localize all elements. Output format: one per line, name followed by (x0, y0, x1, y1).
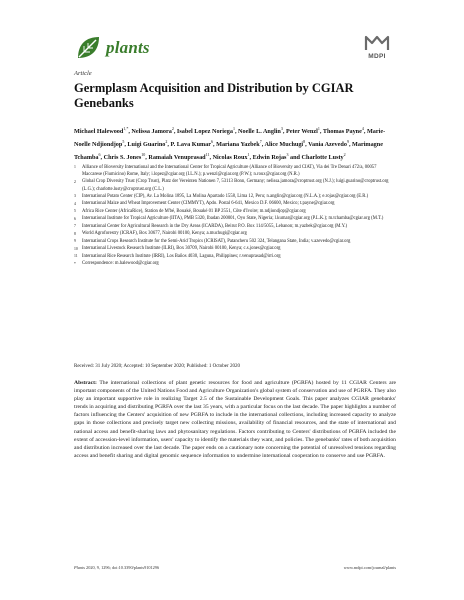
author-name[interactable]: Luigi Guarino$^2$ (127, 138, 168, 148)
author-affiliation-marker: 2 (171, 126, 174, 131)
journal-name: plants (106, 38, 150, 57)
author-list: Michael Halewood$^{1,*}$, Nelissa Jamora$^2$, Isabel Lopez Noriega$^1$, Noelle L. Anglin$^3$, Peter Wenzl$^1$, Thomas Payne$^4$, Marie-Noelle Ndjiondjop$^5$, Luigi Guarino$^2$, P. Lava Kumar$^6$, Mariana Yazbek$^7$, Alice Muchugi$^8$, Vania Azevedo$^9$, Marimagne Tchamba$^6$, Chris S. Jones$^{10}$, Ramaiah Venuprasad$^{11}$, Nicolas Roux$^1$, Edwin Rojas$^3$ and Charlotte Lusty$^2$ (74, 126, 386, 161)
author-name[interactable]: Michael Halewood$^{1,*}$ (74, 126, 129, 136)
affiliation-list (74, 164, 396, 268)
paper-title: Germplasm Acquisition and Distribution by CGIAR Genebanks (74, 81, 354, 110)
author-name[interactable]: Marie-Noelle Ndjiondjop$^5$ (74, 128, 386, 148)
footer-url[interactable]: www.mdpi.com/journal/plants (343, 565, 396, 570)
author-name[interactable]: Mariana Yazbek$^7$ (216, 138, 262, 148)
author-name[interactable]: Isabel Lopez Noriega$^1$ (176, 126, 235, 136)
publisher-logo[interactable] (364, 34, 390, 60)
affiliation-number: 11 (74, 254, 78, 259)
affiliation-text: International Institute for Tropical Agriculture (IITA), PMB 5320, Ibadan 200001, Oyo State, Nigeria; l.kumar@cgiar.org (P.L.K.); m.tchamba@cgiar.org (M.T.) (82, 216, 384, 222)
author-affiliation-marker: 11 (205, 151, 210, 157)
affiliation-item (74, 193, 396, 201)
author-affiliation-marker: 4 (361, 126, 364, 131)
author-name[interactable]: Edwin Rojas$^3$ (252, 151, 289, 161)
affiliation-text: International Crops Research Institute for the Semi-Arid Tropics (ICRISAT), Patancheru 502 324, Telangana State, India; v.azevedo@cgiar.org (82, 238, 351, 244)
affiliation-text: International Livestock Research Institute (ILRI), Box 30709, Nairobi 00100, Kenya; c.s.jones@cgiar.org (82, 246, 281, 252)
author-affiliation-marker: 6 (211, 138, 214, 144)
affiliation-item (74, 253, 396, 261)
mdpi-logo-icon (364, 34, 390, 52)
affiliation-text: Correspondence: m.halewood@cgiar.org (82, 261, 159, 267)
affiliation-number: * (74, 261, 76, 266)
author-name[interactable]: Ramaiah Venuprasad$^{11}$ (148, 151, 210, 161)
author-affiliation-marker: 1 (317, 126, 320, 131)
publication-dates: Received: 31 July 2020; Accepted: 10 September 2020; Published: 1 October 2020 (74, 364, 240, 369)
journal-header (74, 34, 390, 66)
publisher-name: MDPI (368, 53, 386, 60)
affiliation-item (74, 215, 396, 223)
affiliation-text: World Agroforestry (ICRAF), Box 30677, Nairobi 00100, Kenya; a.muchugi@cgiar.org (82, 231, 247, 237)
author-affiliation-marker: 2 (343, 151, 346, 157)
affiliation-number: 9 (74, 239, 76, 244)
affiliation-item (74, 200, 396, 208)
author-name[interactable]: Chris S. Jones$^{10}$ (103, 151, 146, 161)
affiliation-item (74, 208, 396, 216)
author-affiliation-marker: 7 (259, 138, 262, 144)
author-affiliation-marker: 10 (141, 151, 146, 157)
affiliation-item (74, 260, 396, 268)
affiliation-number: 1 (74, 165, 76, 170)
author-affiliation-marker: 8 (303, 138, 306, 144)
author-affiliation-marker: 5 (122, 138, 125, 144)
journal-logo[interactable] (74, 34, 390, 62)
author-name[interactable]: Peter Wenzl$^1$ (285, 126, 320, 136)
author-name[interactable]: Nelissa Jamora$^2$ (131, 126, 174, 136)
author-name[interactable]: Marimagne Tchamba$^6$ (74, 140, 383, 161)
affiliation-text: Global Crop Diversity Trust (Crop Trust), Platz der Vereinten Nationen 7, 53113 Bonn, Germany; nelissa.jamora@croptrust.org (N.J.); luigi.guarino@croptrust.org (L.G.); charlotte.lusty@croptrust.org (C.L.) (82, 179, 389, 192)
affiliation-number: 4 (74, 201, 76, 206)
affiliation-text: Alliance of Bioversity International and the International Center for Tropical Agriculture (Alliance of Bioversity and CIAT), Via dei Tre Denari 472/a, 00057 Maccarese (Fiumicino) Rome, Italy; i.lopez@cgiar.org (I.L.N.); p.wenzl@cgiar.org (P.W.); n.roux@cgiar.org (N.R.) (82, 165, 377, 178)
affiliation-item (74, 223, 396, 231)
affiliation-number: 2 (74, 179, 76, 184)
author-name[interactable]: Charlotte Lusty$^2$ (301, 151, 346, 161)
author-affiliation-marker: 3 (286, 151, 289, 157)
abstract-text: The international collections of plant genetic resources for food and agriculture (PGRFA) hosted by 11 CGIAR Centers are important components of the United Nations Food and Agriculture Organization's global system of conservation and use of PGRFA. They also play an important supportive role in realizing Target 2.5 of the Sustainable Development Goals. This paper analyzes CGIAR genebanks' trends in acquiring and distributing PGRFA over the last 35 years, with a particular focus on the last decade. The paper highlights a number of factors influencing the Centers' acquisition of new PGRFA to include in the international collections, including increased capacity to analyze gaps in those collections and precisely target new collecting missions, availability of financial resources, and the state of international and national access and benefit-sharing laws and phytosanitary regulations. Factors contributing to Centers' distributions of PGRFA included the extent of accession-level information, users' capacity to identify the materials they want, and policies. The genebanks' rates of both acquisition and distribution increased over the last decade. The paper ends on a cautionary note concerning the potential of unresolved tensions regarding access and benefit sharing and digital genomic sequence information to undermine international cooperation to conserve and use PGRFA. (74, 380, 396, 459)
affiliation-number: 8 (74, 231, 76, 236)
affiliation-number: 7 (74, 224, 76, 229)
affiliation-item (74, 230, 396, 238)
author-affiliation-marker: 6 (98, 151, 101, 157)
author-affiliation-marker: 2 (165, 138, 168, 144)
affiliation-text: International Potato Center (CIP), Av. La Molina 1895, La Molina Apartado 1558, Lima 12, Peru; n.anglin@cgiar.org (N.L.A.); e.rojas@cgiar.org (E.R.) (82, 193, 369, 199)
affiliation-number: 5 (74, 209, 76, 214)
affiliation-text: International Center for Agricultural Research in the Dry Areas (ICARDA), Beirut P.O. Box 114/5055, Lebanon; m.yazbek@cgiar.org (M.Y.) (82, 223, 348, 229)
footer-journal: Plants (74, 565, 85, 570)
affiliation-item (74, 178, 396, 192)
author-name[interactable]: Nicolas Roux$^1$ (212, 151, 250, 161)
author-affiliation-marker: 1 (232, 126, 235, 131)
affiliation-text: International Maize and Wheat Improvement Center (CIMMYT), Apdo. Postal 6-641, Mexico D.F. 06600, Mexico; t.payne@cgiar.org (82, 201, 335, 207)
author-affiliation-marker: 3 (280, 126, 283, 131)
affiliation-item (74, 238, 396, 246)
leaf-icon (74, 34, 102, 62)
page-footer (74, 565, 396, 570)
affiliation-item (74, 164, 396, 178)
affiliation-number: 6 (74, 216, 76, 221)
article-type: Article (74, 70, 92, 77)
footer-doi[interactable]: 2020, 9, 1296; doi:10.3390/plants9101296 (84, 565, 160, 570)
affiliation-item (74, 245, 396, 253)
affiliation-text: Africa Rice Center (AfricaRice), Station de M'bé, Bouaké, Bouaké 01 BP 2551, Côte d'Ivoire; m.ndjiondjop@cgiar.org (82, 208, 306, 214)
author-affiliation-marker: 1,* (123, 126, 129, 131)
abstract (74, 379, 396, 460)
author-name[interactable]: Thomas Payne$^4$ (322, 126, 364, 136)
author-name[interactable]: Noelle L. Anglin$^3$ (238, 126, 283, 136)
affiliation-text: International Rice Research Institute (IRRI), Los Baños 4030, Laguna, Philippines; r.venuprasad@irri.org (82, 253, 281, 259)
author-name[interactable]: P. Lava Kumar$^6$ (170, 138, 214, 148)
affiliation-number: 10 (74, 246, 78, 251)
author-name[interactable]: Vania Azevedo$^9$ (308, 138, 349, 148)
author-affiliation-marker: 9 (346, 138, 349, 144)
affiliation-number: 3 (74, 194, 76, 199)
author-affiliation-marker: 1 (247, 151, 250, 157)
footer-citation (74, 565, 159, 570)
author-name[interactable]: Alice Muchugi$^8$ (264, 138, 306, 148)
abstract-label: Abstract: (74, 380, 97, 386)
